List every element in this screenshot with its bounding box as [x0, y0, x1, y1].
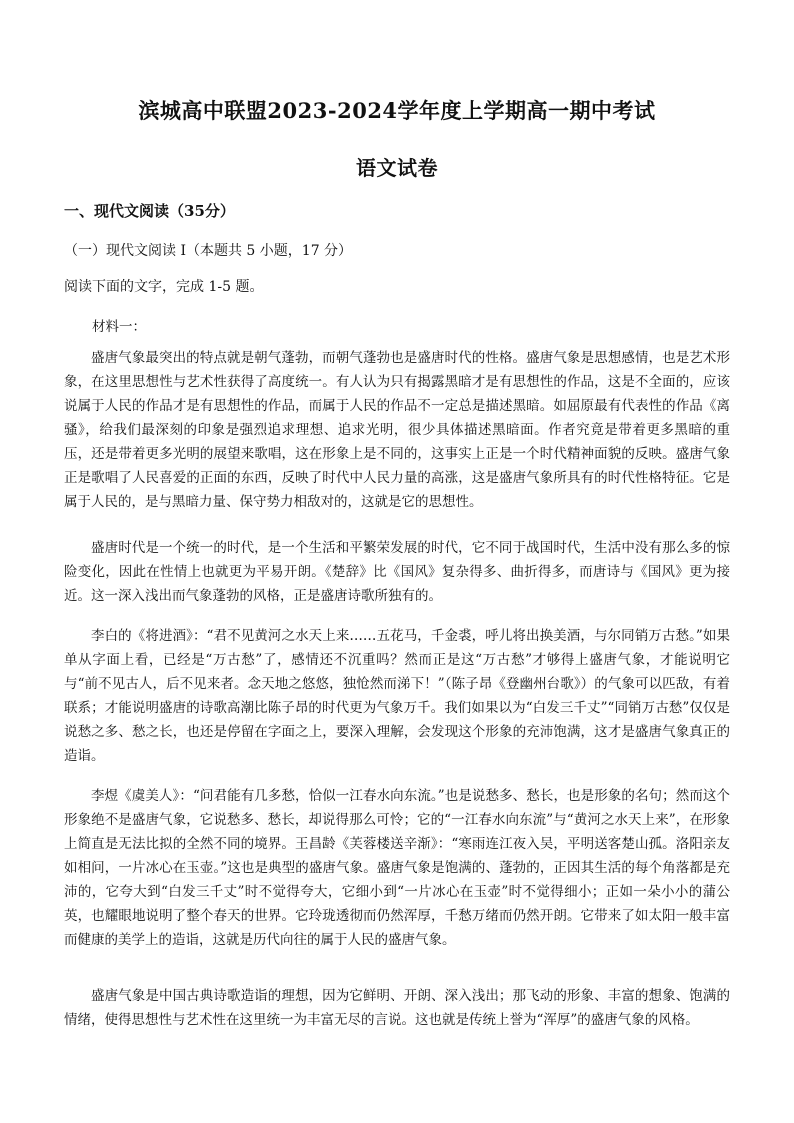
- exam-subtitle: 语文试卷: [356, 156, 438, 180]
- material-paragraph-2: 盛唐时代是一个统一的时代，是一个生活和平繁荣发展的时代，它不同于战国时代，生活中没有那么多的惊险变化，因此在性情上也就更为平易开朗。《楚辞》比《国风》复杂得多、曲折得多，而唐诗与《国风》更为接近。这一深入浅出而气象蓬勃的风格，正是盛唐诗歌所独有的。: [64, 540, 730, 604]
- material-paragraph-3: 李白的《将进酒》：“君不见黄河之水天上来……五花马，千金裘，呼儿将出换美酒，与尔同销万古愁。”如果单从字面上看，已经是“万古愁”了，感情还不沉重吗？然而正是这“万古愁”才够得上盛唐气象，才能说明它与“前不见古人，后不见来者。念天地之悠悠，独怆然而涕下！”（陈子昂《登幽州台歌》）的气象可以匹敌，有着联系；才能说明盛唐的诗歌高潮比陈子昂的时代更为气象万千。我们如果以为“白发三千丈”“同销万古愁”仅仅是说愁之多、愁之长，也还是停留在字面之上，要深入理解，会发现这个形象的充沛饱满，这才是盛唐气象真正的造诣。: [64, 628, 730, 764]
- material-paragraph-1: 盛唐气象最突出的特点就是朝气蓬勃，而朝气蓬勃也是盛唐时代的性格。盛唐气象是思想感情，也是艺术形象，在这里思想性与艺术性获得了高度统一。有人认为只有揭露黑暗才是有思想性的作品，这是不全面的，应该说属于人民的作品才是有思想性的作品，而属于人民的作品不一定总是描述黑暗。如屈原最有代表性的作品《离骚》，给我们最深刻的印象是强烈追求理想、追求光明，很少具体描述黑暗面。作者究竟是带着更多黑暗的重压，还是带着更多光明的展望来歌唱，这在形象上是不同的，这事实上正是一个时代精神面貌的反映。盛唐气象正是歌唱了人民喜爱的正面的东西，反映了时代中人民力量的高涨，这是盛唐气象所具有的时代性格特征。它是属于人民的，是与黑暗力量、保守势力相敌对的，这就是它的思想性。: [64, 350, 730, 510]
- reading-instruction: 阅读下面的文字，完成 1-5 题。: [64, 279, 264, 295]
- section-subheading: （一）现代文阅读 I（本题共 5 小题，17 分）: [64, 243, 353, 259]
- material-paragraph-5: 盛唐气象是中国古典诗歌造诣的理想，因为它鲜明、开朗、深入浅出；那飞动的形象、丰富的想象、饱满的情绪，使得思想性与艺术性在这里统一为丰富无尽的言说。这也就是传统上誉为“浑厚”的盛唐气象的风格。: [64, 988, 730, 1028]
- material-label: 材料一：: [92, 319, 146, 335]
- exam-title: 滨城高中联盟2023-2024学年度上学期高一期中考试: [138, 98, 656, 123]
- material-paragraph-4: 李煜《虞美人》：“问君能有几多愁，恰似一江春水向东流。”也是说愁多、愁长，也是形象的名句；然而这个形象绝不是盛唐气象，它说愁多、愁长，却说得那么可怜；它的“一江春水向东流”与“黄河之水天上来”，在形象上简直是无法比拟的全然不同的境界。王昌龄《芙蓉楼送辛渐》：“寒雨连江夜入吴，平明送客楚山孤。洛阳亲友如相问，一片冰心在玉壶。”这也是典型的盛唐气象。盛唐气象是饱满的、蓬勃的，正因其生活的每个角落都是充沛的，它夸大到“白发三千丈”时不觉得夸大，它细小到“一片冰心在玉壶”时不觉得细小；正如一朵小小的蒲公英，也耀眼地说明了整个春天的世界。它玲珑透彻而仍然浑厚，千愁万绪而仍然开朗。它带来了如太阳一般丰富而健康的美学上的造诣，这就是历代向往的属于人民的盛唐气象。: [64, 788, 730, 948]
- section-heading: 一、现代文阅读（35分）: [64, 202, 235, 220]
